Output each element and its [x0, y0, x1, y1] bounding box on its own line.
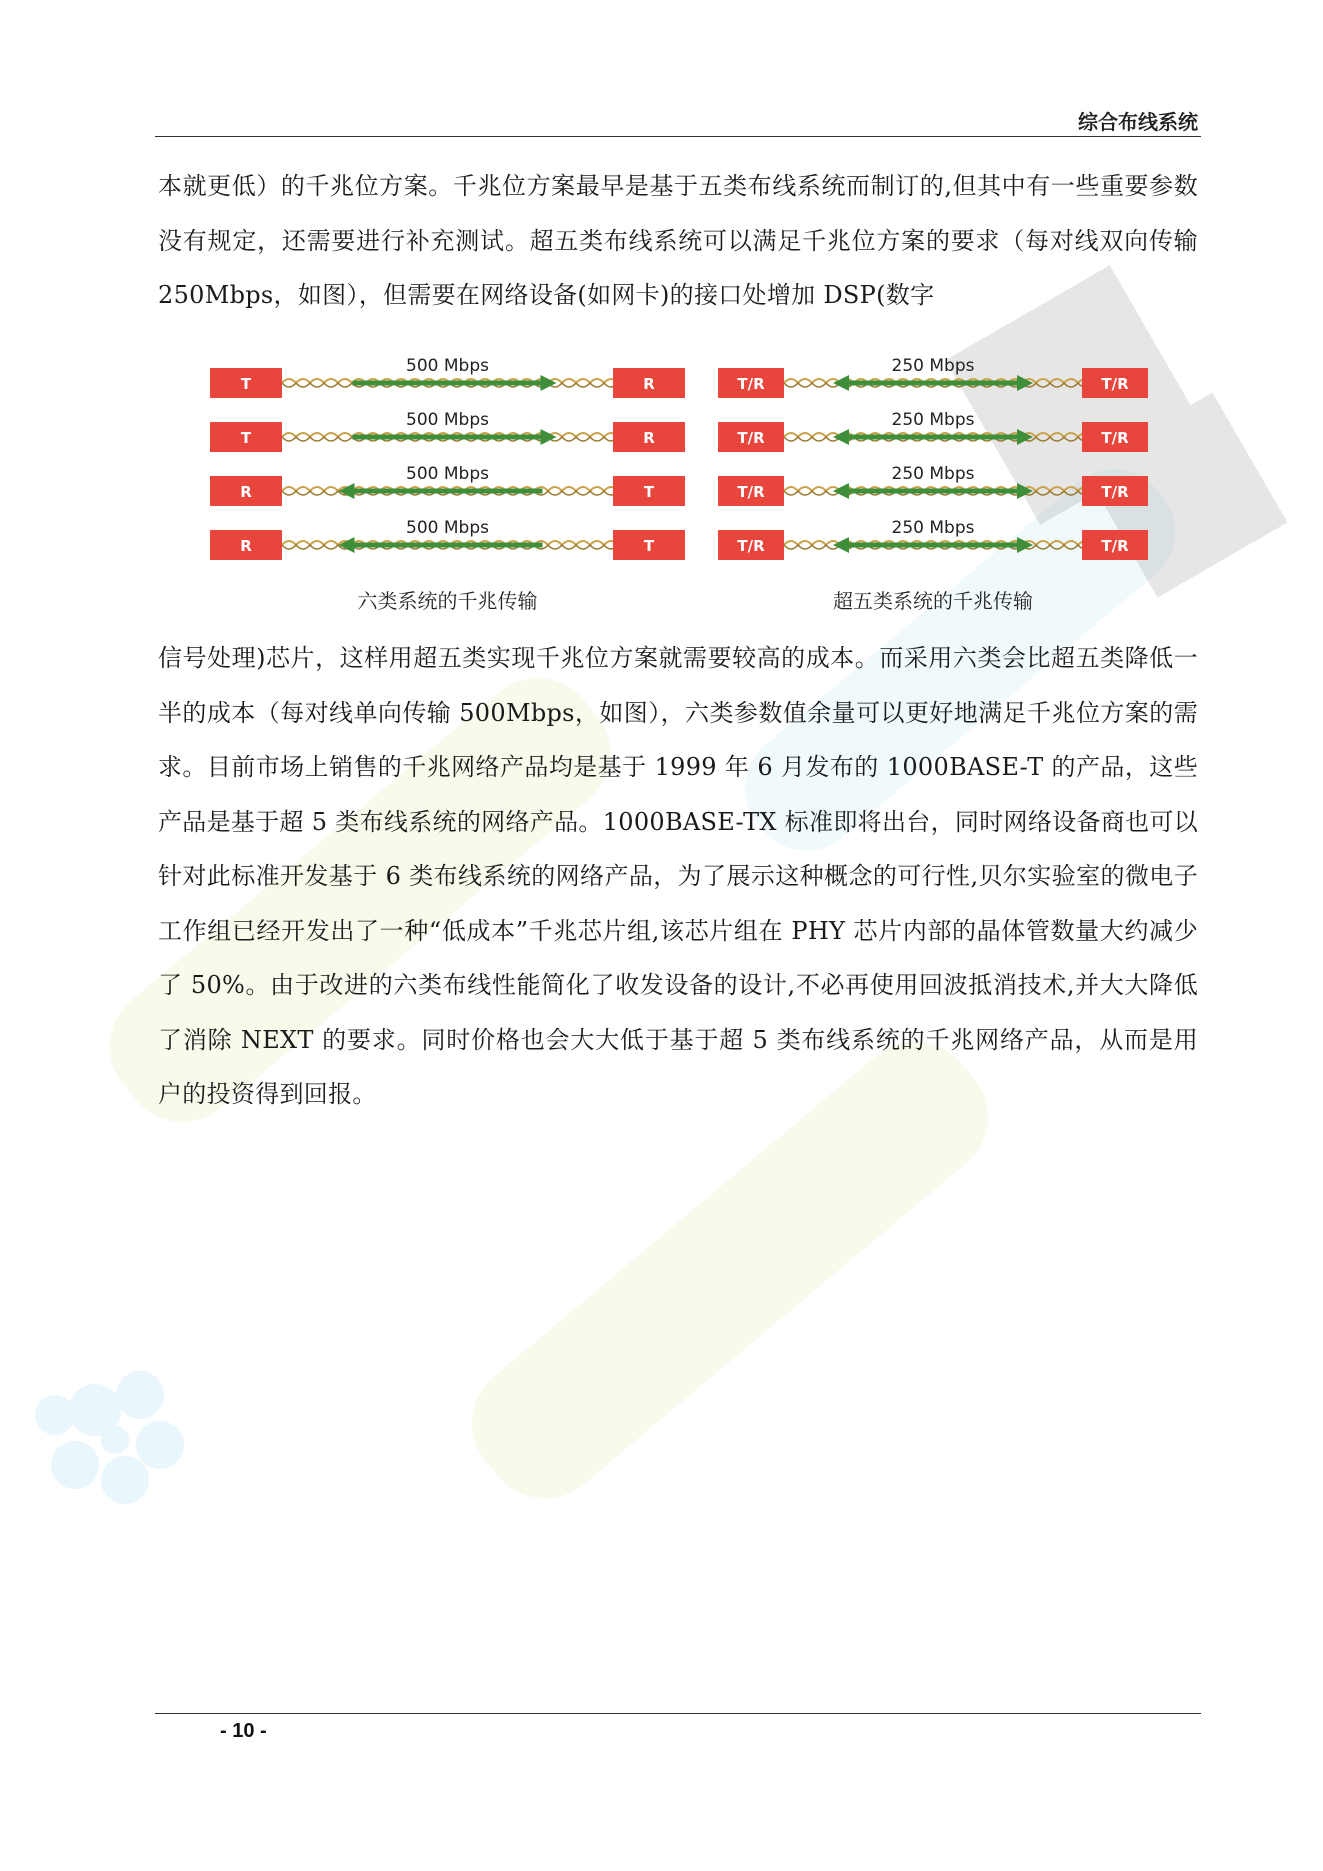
cat5e-diagram	[718, 345, 1148, 565]
left-box-label-4: T/R	[737, 537, 765, 555]
arrow-head-left-1	[833, 375, 849, 391]
arrow-head-left-3	[339, 483, 355, 499]
arrow-head-right-4	[1017, 537, 1033, 553]
paragraph-1: 本就更低）的千兆位方案。千兆位方案最早是基于五类布线系统而制订的,但其中有一些重要参数没有规定，还需要进行补充测试。超五类布线系统可以满足千兆位方案的要求（每对线双向传输 250Mbps，如图），但需要在网络设备(如网卡)的接口处增加 DSP(数字	[158, 172, 1198, 309]
arrow-head-left-4	[339, 537, 355, 553]
left-box-label-1: T/R	[737, 375, 765, 393]
footer-rule	[155, 1713, 1201, 1714]
figure-cat5e	[718, 345, 1148, 615]
rate-label-4: 500 Mbps	[406, 518, 489, 538]
right-box-label-3: T/R	[1101, 483, 1129, 501]
left-box-label-1: T	[240, 375, 252, 393]
figure-caption-right: 超五类系统的千兆传输	[833, 589, 1033, 613]
figure-caption-left: 六类系统的千兆传输	[357, 589, 538, 613]
rate-label-1: 500 Mbps	[406, 356, 489, 376]
arrow-head-right-2	[1017, 429, 1033, 445]
arrow-head-right-3	[1017, 483, 1033, 499]
arrow-head-right-1	[541, 375, 557, 391]
header-title: 综合布线系统	[1078, 110, 1198, 134]
rate-label-1: 250 Mbps	[891, 356, 975, 376]
left-box-label-2: T	[240, 429, 252, 447]
rate-label-4: 250 Mbps	[891, 518, 975, 538]
left-box-label-3: R	[240, 483, 252, 501]
arrow-head-right-1	[1017, 375, 1033, 391]
right-box-label-4: T/R	[1101, 537, 1129, 555]
right-box-label-4: T	[643, 537, 655, 555]
arrow-head-left-3	[833, 483, 849, 499]
arrow-head-left-2	[833, 429, 849, 445]
right-box-label-1: T/R	[1101, 375, 1129, 393]
right-box-label-1: R	[643, 375, 655, 393]
paragraph-2: 信号处理)芯片，这样用超五类实现千兆位方案就需要较高的成本。而采用六类会比超五类降低一半的成本（每对线单向传输 500Mbps，如图），六类参数值余量可以更好地满足千兆位方案的需求。目前市场上销售的千兆网络产品均是基于 1999 年 6 月发布的 1000BASE-T 的产品，这些产品是基于超 5 类布线系统的网络产品。1000BASE-TX 标准即将出台，同时网络设备商也可以针对此标准开发基于 6 类布线系统的网络产品，为了展示这种概念的可行性,贝尔实验室的微电子工作组已经开发出了一种“低成本”千兆芯片组,该芯片组在 PHY 芯片内部的晶体管数量大约减少 了 50%。由于改进的六类布线性能简化了收发设备的设计,不必再使用回波抵消技术,并大大降低了消除 NEXT 的要求。同时价格也会大大低于基于超 5 类布线系统的千兆网络产品，从而是用户的投资得到回报。	[158, 644, 1198, 1108]
rate-label-2: 500 Mbps	[406, 410, 489, 430]
right-box-label-2: T/R	[1101, 429, 1129, 447]
rate-label-2: 250 Mbps	[891, 410, 975, 430]
rate-label-3: 250 Mbps	[891, 464, 975, 484]
arrow-head-left-4	[833, 537, 849, 553]
right-box-label-2: R	[643, 429, 655, 447]
left-box-label-3: T/R	[737, 483, 765, 501]
arrow-head-right-2	[541, 429, 557, 445]
page-number: - 10 -	[220, 1720, 267, 1742]
header-rule	[155, 136, 1201, 137]
cat6-diagram	[210, 345, 685, 565]
figure-cat6	[210, 345, 685, 615]
left-box-label-4: R	[240, 537, 252, 555]
rate-label-3: 500 Mbps	[406, 464, 489, 484]
left-box-label-2: T/R	[737, 429, 765, 447]
right-box-label-3: T	[643, 483, 655, 501]
